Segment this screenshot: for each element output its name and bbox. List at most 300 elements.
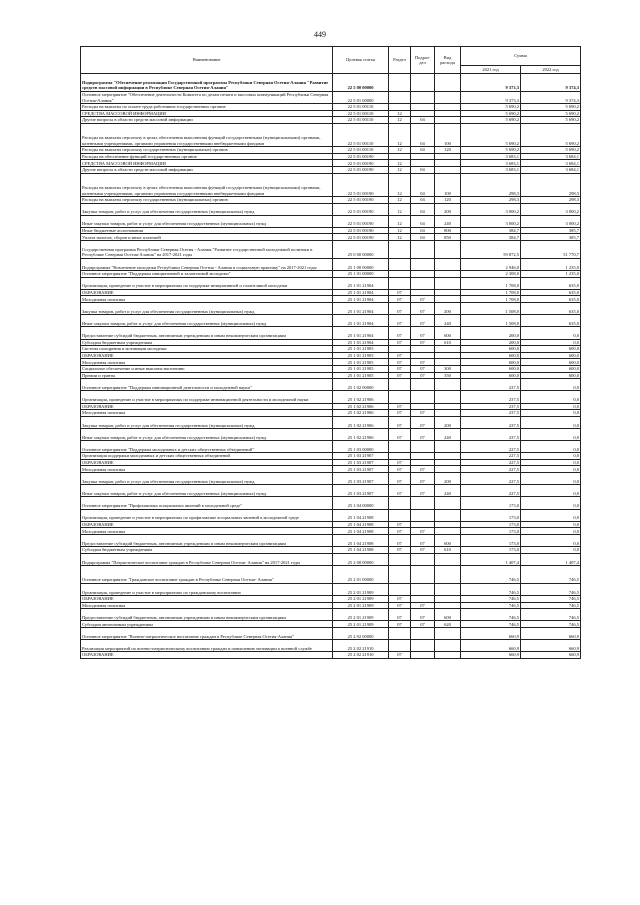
row-sum-2022: 660,9 — [521, 640, 581, 652]
row-sum-2021: 237,5 — [461, 428, 521, 440]
row-subsection — [411, 289, 435, 296]
row-name: Субсидии автономным учреждениям — [81, 621, 333, 628]
row-name: Организация, проведение и участие в мероприятиях по профилактике асоциальных явлений в молодежной среде — [81, 509, 333, 521]
row-name: Организация поддержки молодежных и детских общественных объединений — [81, 453, 333, 460]
row-sum-2021: 173,0 — [461, 509, 521, 521]
row-name: Подпрограмма "Патриотическое воспитание граждан в Республике Северная Осетия- Алания" на 2017-2021 годы — [81, 553, 333, 565]
row-sum-2022: 5 690,2 — [521, 117, 581, 124]
row-sum-2021: 3 683,1 — [461, 153, 521, 160]
table-row — [81, 339, 581, 346]
row-code: 22 5 01 00190 — [333, 215, 389, 227]
table-row — [81, 110, 581, 117]
row-expense-type: 200 — [435, 473, 461, 485]
row-expense-type — [435, 74, 461, 92]
row-sum-2022: 600,0 — [521, 346, 581, 353]
row-sum-2021: 660,9 — [461, 640, 521, 652]
row-sum-2021: 173,0 — [461, 547, 521, 554]
row-name: Другие вопросы в области средств массовой информации — [81, 117, 333, 124]
row-subsection: 07 — [411, 327, 435, 339]
row-sum-2022: 3 000,2 — [521, 215, 581, 227]
row-subsection — [411, 553, 435, 565]
row-sum-2021: 298,3 — [461, 173, 521, 196]
row-name: Иные бюджетные ассигнования — [81, 227, 333, 234]
row-expense-type — [435, 271, 461, 278]
row-name: Подпрограмма "Вовлечение молодежи Республики Северная Осетия - Алания в социальную практику" на 2017-2021 годы — [81, 258, 333, 270]
row-code: 25 1 04 21908 — [333, 509, 389, 521]
row-section: 07 — [389, 485, 411, 497]
row-sum-2022: 600,0 — [521, 352, 581, 359]
table-row — [81, 652, 581, 659]
row-name: Расходы на выплаты персоналу государственных (муниципальных) органов — [81, 196, 333, 203]
row-section — [389, 391, 411, 403]
header-name: Наименование — [81, 47, 333, 74]
row-sum-2022: 0,0 — [521, 379, 581, 391]
row-subsection — [411, 627, 435, 639]
header-section: Раздел — [389, 47, 411, 74]
table-row — [81, 117, 581, 124]
row-sum-2021: 227,5 — [461, 466, 521, 473]
row-code: 25 1 03 00000 — [333, 441, 389, 453]
row-section: 07 — [389, 339, 411, 346]
row-sum-2022: 0,0 — [521, 416, 581, 428]
row-expense-type: 240 — [435, 315, 461, 327]
row-code: 22 5 01 00190 — [333, 166, 389, 173]
row-code: 25 1 01 21905 — [333, 352, 389, 359]
row-section: 12 — [389, 110, 411, 117]
row-name: Закупка товаров, работ и услуг для обеспечения государственных (муниципальных) нужд — [81, 473, 333, 485]
row-expense-type — [435, 346, 461, 353]
row-code: 25 1 04 21908 — [333, 528, 389, 535]
header-year-2022: 2022 год — [521, 66, 581, 74]
row-section: 07 — [389, 621, 411, 628]
row-name: Социальное обеспечение и иные выплаты населению — [81, 365, 333, 372]
row-subsection: 04 — [411, 203, 435, 215]
row-subsection: 07 — [411, 372, 435, 379]
row-sum-2022: 298,3 — [521, 196, 581, 203]
row-sum-2021: 3 683,1 — [461, 166, 521, 173]
row-subsection — [411, 352, 435, 359]
row-subsection — [411, 160, 435, 167]
row-subsection — [411, 110, 435, 117]
row-expense-type — [435, 379, 461, 391]
row-section — [389, 103, 411, 110]
row-expense-type — [435, 453, 461, 460]
row-code: 22 5 01 00190 — [333, 160, 389, 167]
row-sum-2022: 5 690,2 — [521, 123, 581, 146]
row-expense-type — [435, 166, 461, 173]
table-row — [81, 640, 581, 652]
row-sum-2022: 635,0 — [521, 315, 581, 327]
row-expense-type: 610 — [435, 547, 461, 554]
row-section: 12 — [389, 227, 411, 234]
row-subsection — [411, 521, 435, 528]
row-sum-2021: 173,0 — [461, 528, 521, 535]
table-row — [81, 196, 581, 203]
row-sum-2022: 660,9 — [521, 627, 581, 639]
row-expense-type — [435, 403, 461, 410]
table-row — [81, 565, 581, 583]
row-name: ОБРАЗОВАНИЕ — [81, 289, 333, 296]
table-row — [81, 227, 581, 234]
row-expense-type: 850 — [435, 234, 461, 241]
row-name: Иные закупки товаров, работ и услуг для обеспечения государственных (муниципальных) нужд — [81, 215, 333, 227]
row-name: Закупка товаров, работ и услуг для обеспечения государственных (муниципальных) нужд — [81, 203, 333, 215]
row-section: 12 — [389, 147, 411, 154]
row-sum-2022: 600,0 — [521, 365, 581, 372]
row-sum-2021: 660,9 — [461, 627, 521, 639]
row-expense-type — [435, 103, 461, 110]
row-section — [389, 553, 411, 565]
row-sum-2021: 173,0 — [461, 497, 521, 509]
row-sum-2022: 0,0 — [521, 473, 581, 485]
row-name: Система поощрения и мотивации молодежи — [81, 346, 333, 353]
row-subsection: 04 — [411, 196, 435, 203]
row-subsection — [411, 153, 435, 160]
row-sum-2021: 746,5 — [461, 609, 521, 621]
row-sum-2022: 9 374,3 — [521, 91, 581, 103]
row-subsection — [411, 459, 435, 466]
row-section — [389, 583, 411, 595]
row-section — [389, 627, 411, 639]
table-row — [81, 553, 581, 565]
row-section — [389, 346, 411, 353]
table-row — [81, 379, 581, 391]
row-subsection: 07 — [411, 339, 435, 346]
table-row — [81, 359, 581, 366]
row-sum-2022: 746,5 — [521, 595, 581, 602]
row-name: Молодежная политика — [81, 466, 333, 473]
row-sum-2021: 5 690,2 — [461, 103, 521, 110]
row-section: 07 — [389, 315, 411, 327]
row-name: Организация, проведение и участие в мероприятиях по поддержке инновационной деятельности и молодежной науки — [81, 391, 333, 403]
row-sum-2022: 1 235,0 — [521, 271, 581, 278]
row-expense-type — [435, 509, 461, 521]
row-sum-2021: 1 708,0 — [461, 289, 521, 296]
row-code: 25 2 02 00000 — [333, 627, 389, 639]
row-section — [389, 91, 411, 103]
row-section — [389, 565, 411, 583]
row-code: 22 5 01 00190 — [333, 153, 389, 160]
row-name: Основное мероприятие "Профилактика асоциальных явлений в молодежной среде" — [81, 497, 333, 509]
row-code: 25 2 01 21909 — [333, 595, 389, 602]
row-name: Основное мероприятие "Военно-патриотическое воспитание граждан в Республике Северная Осетия-Алания" — [81, 627, 333, 639]
row-subsection — [411, 379, 435, 391]
row-name: СРЕДСТВА МАССОВОЙ ИНФОРМАЦИИ — [81, 160, 333, 167]
row-name: Закупка товаров, работ и услуг для обеспечения государственных (муниципальных) нужд — [81, 416, 333, 428]
row-sum-2022: 746,5 — [521, 565, 581, 583]
table-row — [81, 410, 581, 417]
row-expense-type — [435, 91, 461, 103]
row-code: 25 1 01 21904 — [333, 289, 389, 296]
row-section: 12 — [389, 203, 411, 215]
row-expense-type — [435, 640, 461, 652]
row-expense-type — [435, 565, 461, 583]
row-subsection: 07 — [411, 473, 435, 485]
row-expense-type — [435, 153, 461, 160]
row-sum-2022: 5 690,2 — [521, 147, 581, 154]
row-sum-2022: 3 684,1 — [521, 160, 581, 167]
row-expense-type — [435, 296, 461, 303]
row-sum-2021: 1 407,4 — [461, 553, 521, 565]
row-section: 12 — [389, 215, 411, 227]
row-expense-type: 100 — [435, 173, 461, 196]
row-expense-type — [435, 528, 461, 535]
row-name: Молодежная политика — [81, 359, 333, 366]
row-expense-type: 200 — [435, 203, 461, 215]
row-name: ОБРАЗОВАНИЕ — [81, 459, 333, 466]
row-sum-2021: 600,0 — [461, 372, 521, 379]
row-subsection: 04 — [411, 166, 435, 173]
row-sum-2022: 0,0 — [521, 466, 581, 473]
row-subsection — [411, 640, 435, 652]
row-name: Предоставление субсидий бюджетным, автономным учреждениям и иным некоммерческим организациям — [81, 327, 333, 339]
row-section: 12 — [389, 123, 411, 146]
row-code: 25 1 01 00000 — [333, 271, 389, 278]
row-expense-type — [435, 160, 461, 167]
row-code: 25 1 01 21905 — [333, 365, 389, 372]
row-subsection: 07 — [411, 315, 435, 327]
row-sum-2022: 635,0 — [521, 277, 581, 289]
row-sum-2021: 2 308,0 — [461, 271, 521, 278]
row-sum-2022: 0,0 — [521, 453, 581, 460]
row-expense-type — [435, 277, 461, 289]
row-subsection — [411, 258, 435, 270]
row-expense-type — [435, 110, 461, 117]
row-name: Молодежная политика — [81, 410, 333, 417]
row-sum-2021: 237,5 — [461, 403, 521, 410]
row-code: 25 1 03 21907 — [333, 485, 389, 497]
row-name: Расходы на выплаты персоналу государственных (муниципальных) органов — [81, 147, 333, 154]
row-subsection — [411, 441, 435, 453]
row-section — [389, 277, 411, 289]
row-sum-2022: 298,3 — [521, 173, 581, 196]
header-subsection: Подраз-дел — [411, 47, 435, 74]
row-subsection: 04 — [411, 147, 435, 154]
row-subsection — [411, 346, 435, 353]
row-sum-2021: 3 683,1 — [461, 160, 521, 167]
row-subsection — [411, 595, 435, 602]
row-name: Уплата налогов, сборов и иных платежей — [81, 234, 333, 241]
row-section — [389, 497, 411, 509]
row-expense-type — [435, 241, 461, 259]
row-section — [389, 153, 411, 160]
row-section: 12 — [389, 234, 411, 241]
row-expense-type: 120 — [435, 196, 461, 203]
row-sum-2022: 746,5 — [521, 583, 581, 595]
row-code: 22 5 01 00110 — [333, 123, 389, 146]
row-expense-type — [435, 521, 461, 528]
table-row — [81, 473, 581, 485]
row-sum-2022: 600,0 — [521, 372, 581, 379]
row-sum-2022: 0,0 — [521, 509, 581, 521]
row-name: Молодежная политика — [81, 602, 333, 609]
row-section: 07 — [389, 473, 411, 485]
row-name: ОБРАЗОВАНИЕ — [81, 521, 333, 528]
row-code: 25 1 00 00000 — [333, 258, 389, 270]
row-sum-2021: 227,5 — [461, 459, 521, 466]
row-subsection: 04 — [411, 117, 435, 124]
row-code: 25 1 01 21904 — [333, 315, 389, 327]
row-code: 25 1 01 21904 — [333, 277, 389, 289]
row-subsection: 07 — [411, 416, 435, 428]
row-sum-2021: 227,5 — [461, 453, 521, 460]
row-section: 07 — [389, 403, 411, 410]
row-code: 25 1 02 21906 — [333, 416, 389, 428]
row-code: 25 2 00 00000 — [333, 553, 389, 565]
row-code: 22 5 01 00190 — [333, 196, 389, 203]
row-subsection — [411, 509, 435, 521]
row-sum-2021: 5 690,2 — [461, 123, 521, 146]
row-expense-type — [435, 391, 461, 403]
row-sum-2022: 746,5 — [521, 621, 581, 628]
table-row — [81, 428, 581, 440]
row-sum-2021: 237,5 — [461, 391, 521, 403]
row-subsection — [411, 565, 435, 583]
table-row — [81, 166, 581, 173]
row-code: 25 1 02 21906 — [333, 428, 389, 440]
table-row — [81, 497, 581, 509]
row-name: Подпрограмма "Обеспечение реализации Государственной программы Республики Северная Осетия-Алания "Развитие средств массовой информации в Республике Северная Осетия-Алания" — [81, 74, 333, 92]
row-code: 25 1 03 21907 — [333, 459, 389, 466]
table-row — [81, 466, 581, 473]
table-row — [81, 234, 581, 241]
header-expense-type: Вид расхода — [435, 47, 461, 74]
row-code: 25 1 04 21908 — [333, 547, 389, 554]
row-name: Молодежная политика — [81, 528, 333, 535]
row-sum-2021: 746,5 — [461, 583, 521, 595]
row-code: 25 1 03 21907 — [333, 453, 389, 460]
row-sum-2021: 600,0 — [461, 365, 521, 372]
table-row — [81, 203, 581, 215]
row-subsection — [411, 391, 435, 403]
row-section: 07 — [389, 521, 411, 528]
row-expense-type — [435, 117, 461, 124]
row-expense-type — [435, 466, 461, 473]
table-row — [81, 277, 581, 289]
row-name: ОБРАЗОВАНИЕ — [81, 352, 333, 359]
table-row — [81, 583, 581, 595]
row-name: Расходы на выплаты персоналу в целях обеспечения выполнения функций государственными (муниципальными) органами, казенными учреждениями, органами управления государственными внебюджетными фондами — [81, 173, 333, 196]
row-name: Предоставление субсидий бюджетным, автономным учреждениям и иным некоммерческим организациям — [81, 609, 333, 621]
row-section: 07 — [389, 595, 411, 602]
row-expense-type: 300 — [435, 365, 461, 372]
row-sum-2022: 635,0 — [521, 296, 581, 303]
row-sum-2021: 9 373,3 — [461, 74, 521, 92]
table-row — [81, 258, 581, 270]
row-name: Основное мероприятие "Поддержка инновационной деятельности и молодежной науки" — [81, 379, 333, 391]
row-section: 07 — [389, 289, 411, 296]
budget-table — [80, 46, 581, 659]
row-name: Расходы на выплаты персоналу в целях обеспечения выполнения функций государственными (муниципальными) органами, казенными учреждениями, органами управления государственными внебюджетными фондами — [81, 123, 333, 146]
row-subsection: 07 — [411, 602, 435, 609]
header-year-2021: 2021 год — [461, 66, 521, 74]
row-sum-2021: 5 690,2 — [461, 117, 521, 124]
table-row — [81, 91, 581, 103]
row-code: 25 2 01 21909 — [333, 583, 389, 595]
row-subsection — [411, 497, 435, 509]
row-subsection: 07 — [411, 359, 435, 366]
row-expense-type — [435, 289, 461, 296]
row-sum-2021: 384,7 — [461, 227, 521, 234]
row-sum-2021: 1 708,0 — [461, 277, 521, 289]
row-name: Другие вопросы в области средств массовой информации — [81, 166, 333, 173]
row-section: 07 — [389, 609, 411, 621]
row-code: 25 1 01 21904 — [333, 327, 389, 339]
row-sum-2021: 746,5 — [461, 595, 521, 602]
row-subsection: 07 — [411, 621, 435, 628]
row-expense-type — [435, 553, 461, 565]
row-sum-2022: 0,0 — [521, 459, 581, 466]
row-name: Организация, проведение и участие в мероприятиях по гражданскому воспитанию — [81, 583, 333, 595]
row-sum-2021: 200,0 — [461, 327, 521, 339]
row-sum-2022: 0,0 — [521, 441, 581, 453]
table-row — [81, 346, 581, 353]
row-section: 12 — [389, 166, 411, 173]
table-row — [81, 627, 581, 639]
row-code: 25 0 00 00000 — [333, 241, 389, 259]
row-subsection: 07 — [411, 296, 435, 303]
row-code: 25 1 01 21904 — [333, 339, 389, 346]
row-sum-2021: 237,5 — [461, 379, 521, 391]
table-body — [81, 74, 581, 659]
row-subsection: 07 — [411, 466, 435, 473]
row-name: Субсидии бюджетным учреждениям — [81, 339, 333, 346]
row-subsection: 07 — [411, 410, 435, 417]
row-section: 07 — [389, 459, 411, 466]
row-sum-2022: 746,5 — [521, 602, 581, 609]
row-subsection — [411, 583, 435, 595]
row-sum-2022: 51 770,7 — [521, 241, 581, 259]
row-expense-type — [435, 441, 461, 453]
row-expense-type — [435, 497, 461, 509]
row-section: 07 — [389, 359, 411, 366]
row-expense-type: 610 — [435, 339, 461, 346]
row-sum-2022: 0,0 — [521, 497, 581, 509]
row-sum-2022: 600,0 — [521, 359, 581, 366]
table-row — [81, 547, 581, 554]
table-row — [81, 485, 581, 497]
table-row — [81, 315, 581, 327]
table-row — [81, 123, 581, 146]
row-code: 25 1 01 21905 — [333, 359, 389, 366]
row-expense-type — [435, 459, 461, 466]
row-section: 07 — [389, 602, 411, 609]
row-name: Основное мероприятие "Поддержка молодежных и детских общественных объединений" — [81, 441, 333, 453]
row-code: 22 5 01 00190 — [333, 227, 389, 234]
row-subsection: 04 — [411, 215, 435, 227]
table-row — [81, 241, 581, 259]
row-sum-2021: 227,5 — [461, 485, 521, 497]
row-sum-2021: 237,5 — [461, 410, 521, 417]
row-sum-2021: 227,5 — [461, 473, 521, 485]
row-expense-type — [435, 352, 461, 359]
row-section: 07 — [389, 535, 411, 547]
row-section: 07 — [389, 303, 411, 315]
row-expense-type — [435, 627, 461, 639]
row-sum-2022: 0,0 — [521, 521, 581, 528]
row-code: 22 5 01 00110 — [333, 117, 389, 124]
row-section: 07 — [389, 547, 411, 554]
table-row — [81, 509, 581, 521]
row-sum-2022: 746,5 — [521, 609, 581, 621]
row-code: 22 5 01 00000 — [333, 91, 389, 103]
table-row — [81, 535, 581, 547]
table-row — [81, 372, 581, 379]
row-subsection — [411, 91, 435, 103]
row-name: Основное мероприятие "Поддержка инициативной и талантливой молодежи" — [81, 271, 333, 278]
row-section — [389, 640, 411, 652]
row-subsection: 07 — [411, 609, 435, 621]
